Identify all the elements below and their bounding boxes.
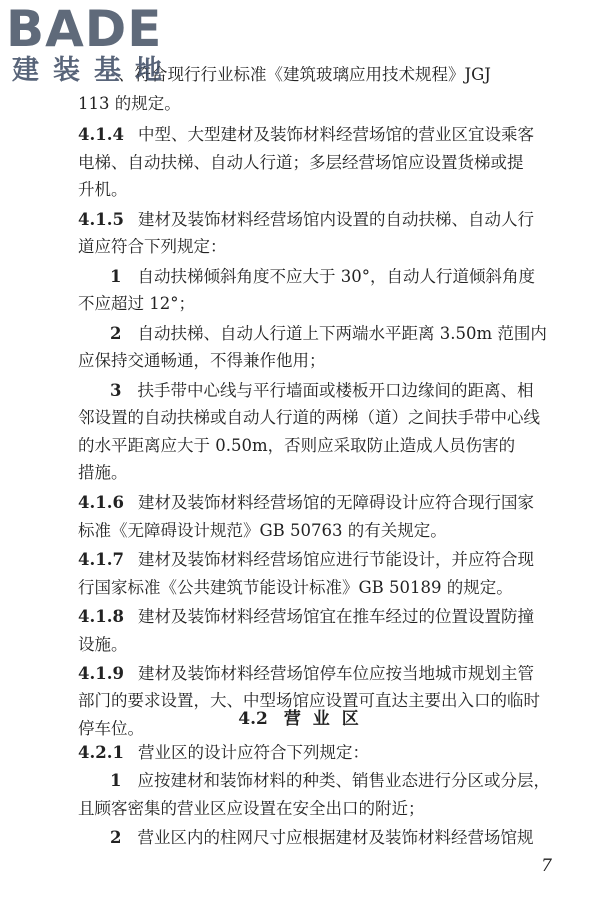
text-line [78,350,558,372]
line-text: 113 的规定。 [78,94,181,113]
clause-number: 4.1.6 [78,493,124,512]
item-number: 1 [110,771,122,790]
text-line [78,742,558,764]
line-text: 建材及装饰材料经营场馆应进行节能设计，并应符合现 [137,550,534,569]
item-number: 2 [110,828,122,847]
clause-number: 4.1.9 [78,664,124,683]
line-text: 建材及装饰材料经营场馆的无障碍设计应符合现行国家 [137,493,534,512]
text-line [78,93,558,115]
line-text: 设施。 [78,635,128,654]
line-text: 升机。 [78,180,128,199]
text-line [78,407,558,429]
text-line [78,179,558,201]
line-text: 道应符合下列规定： [78,237,227,256]
text-line [110,266,590,288]
text-line [110,827,590,849]
clause-number: 4.1.4 [78,125,124,144]
text-line [78,152,558,174]
line-text: 自动扶梯倾斜角度不应大于 30°，自动人行道倾斜角度 [137,267,535,286]
line-text: 应按建材和装饰材料的种类、销售业态进行分区或分层， [137,771,550,790]
text-line [110,380,590,402]
logo-wordmark: BADE [6,0,163,58]
line-text: 邻设置的自动扶梯或自动人行道的两梯（道）之间扶手带中心线 [78,408,540,427]
clause-number: 4.1.7 [78,550,124,569]
line-text: 、符合现行行业标准《建筑玻璃应用技术规程》JGJ [118,65,491,84]
text-line [78,293,558,315]
text-line [78,606,558,628]
line-text: 营业区内的柱网尺寸应根据建材及装饰材料经营场馆规 [137,828,534,847]
line-text: 自动扶梯、自动人行道上下两端水平距离 3.50m 范围内 [137,324,547,343]
line-text: 中型、大型建材及装饰材料经营场馆的营业区宜设乘客 [137,125,534,144]
section-number: 4.2 [238,709,268,729]
text-line [78,549,558,571]
line-text: 停车位。 [78,719,144,738]
line-text: 电梯、自动扶梯、自动人行道；多层经营场馆应设置货梯或提 [78,153,524,172]
text-line [78,492,558,514]
line-text: 不应超过 12°； [78,294,195,313]
line-text: 营业区的设计应符合下列规定： [137,743,369,762]
section-title: 营 业 区 [283,709,362,729]
line-text: 的水平距离应大于 0.50m，否则应采取防止造成人员伤害的 [78,436,516,455]
line-text: 扶手带中心线与平行墙面或楼板开口边缘间的距离、相 [137,381,534,400]
clause-number: 4.1.8 [78,607,124,626]
text-line [78,577,558,599]
text-line [78,798,558,820]
text-line [78,236,558,258]
text-line [78,462,558,484]
clause-number: 4.1.5 [78,210,124,229]
line-text: 应保持交通畅通，不得兼作他用； [78,351,326,370]
clause-number: 4.2.1 [78,743,124,762]
line-text: 部门的要求设置，大、中型场馆应设置可直达主要出入口的临时 [78,691,540,710]
text-line [118,64,598,86]
bade-logo [6,2,176,92]
text-line [78,634,558,656]
text-line [110,323,590,345]
line-text: 建材及装饰材料经营场馆宜在推车经过的位置设置防撞 [137,607,534,626]
line-text: 建材及装饰材料经营场馆内设置的自动扶梯、自动人行 [137,210,534,229]
section-heading [0,707,600,731]
item-number: 2 [110,324,122,343]
page-number: 7 [541,856,552,876]
line-text: 且顾客密集的营业区应设置在安全出口的附近； [78,799,425,818]
text-line [78,209,558,231]
text-line [78,124,558,146]
text-line [110,770,590,792]
line-text: 标准《无障碍设计规范》GB 50763 的有关规定。 [78,521,447,540]
line-text: 措施。 [78,463,128,482]
item-number: 1 [110,267,122,286]
line-text: 行国家标准《公共建筑节能设计标准》GB 50189 的规定。 [78,578,513,597]
text-line [78,435,558,457]
item-number: 3 [110,381,122,400]
text-line [78,520,558,542]
logo-chinese-text: 建装基地 [12,55,176,86]
text-line [78,663,558,685]
line-text: 建材及装饰材料经营场馆停车位应按当地城市规划主管 [137,664,534,683]
